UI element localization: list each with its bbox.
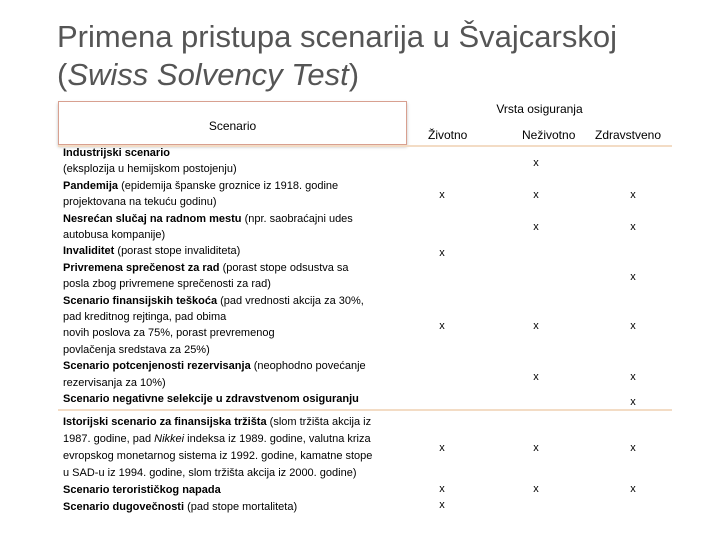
scenario-line <box>58 196 407 209</box>
checkmark-x: x <box>533 221 539 233</box>
scenario-line-text <box>58 327 407 340</box>
scenario-description: rezervisanja za 10%) <box>63 376 166 389</box>
slide-title <box>57 18 707 94</box>
checkmark-x: x <box>630 396 636 408</box>
scenario-line <box>58 229 407 242</box>
scenario-line <box>58 344 407 357</box>
header-col-health: Zdravstveno <box>595 128 662 142</box>
scenario-name: Scenario finansijskih teškoća <box>63 294 218 307</box>
scenario-line <box>58 163 407 176</box>
scenario-line <box>58 377 407 390</box>
header-col-life: Životno <box>428 128 468 142</box>
scenario-name: Invaliditet <box>63 245 115 258</box>
title-line1: Primena pristupa scenarija u Švajcarskoj <box>57 19 617 54</box>
scenario-name: Privremena sprečenost za rad <box>63 261 220 274</box>
scenario-line-text <box>58 245 407 258</box>
scenario-line-text <box>58 484 407 497</box>
scenario-line-text <box>58 393 407 406</box>
checkmark-x: x <box>439 442 445 454</box>
header-group-label: Vrsta osiguranja <box>496 102 583 116</box>
scenario-line <box>58 327 407 340</box>
scenario-description: autobusa kompanije) <box>63 229 166 241</box>
scenario-description: (neophodno povećanje <box>250 360 366 373</box>
scenario-name: Istorijski scenario za finansijska tržišta <box>63 416 267 428</box>
scenario-italic: Nikkei <box>154 432 185 445</box>
checkmark-x: x <box>630 189 636 201</box>
checkmark-x: x <box>630 320 636 332</box>
scenario-description: 1987. godine, pad <box>63 432 155 445</box>
scenario-description: (epidemija španske groznice iz 1918. godine <box>118 179 339 192</box>
scenario-description: (slom tržišta akcija iz <box>266 416 372 428</box>
scenario-line <box>58 433 407 446</box>
checkmark-x: x <box>533 371 539 383</box>
scenario-line-text <box>58 501 407 514</box>
scenario-line <box>58 295 407 308</box>
scenario-description: posla zbog privremene sprečenosti za rad) <box>63 278 271 291</box>
scenario-line-text <box>58 295 407 308</box>
scenario-description: indeksa iz 1989. godine, valutna kriza <box>184 432 371 445</box>
checkmark-x: x <box>533 320 539 332</box>
scenario-line <box>58 360 407 373</box>
scenario-line-text <box>58 163 407 176</box>
scenario-description: novih poslova za 75%, porast prevremenog <box>63 327 275 340</box>
header-scenario-label: Scenario <box>208 119 257 133</box>
scenario-line-text <box>58 229 407 242</box>
checkmark-x: x <box>439 189 445 201</box>
title-italic: Swiss Solvency Test <box>67 57 349 92</box>
scenario-description: (pad vrednosti akcija za 30%, <box>217 294 364 307</box>
scenario-line <box>58 278 407 291</box>
scenario-name: Scenario negativne selekcije u zdravstvenom osiguranju <box>63 393 359 405</box>
scenario-line <box>58 147 407 160</box>
checkmark-x: x <box>533 157 539 169</box>
checkmark-x: x <box>533 442 539 454</box>
scenario-description: povlačenja sredstava za 25%) <box>63 343 210 356</box>
scenario-line-text <box>58 196 407 209</box>
title-paren-close: ) <box>348 57 360 92</box>
scenario-description: u SAD-u iz 1994. godine, slom tržišta akcija iz 2000. godine) <box>63 466 357 479</box>
scenario-line-text <box>58 147 407 160</box>
scenario-line <box>58 501 407 514</box>
header-insurance-types <box>407 101 672 145</box>
scenario-line-text <box>58 450 407 463</box>
scenario-name: Scenario terorističkog napada <box>63 483 221 496</box>
scenario-description: pad kreditnog rejtinga, pad obima <box>63 311 227 323</box>
scenario-line <box>58 450 407 463</box>
checkmark-x: x <box>439 320 445 332</box>
checkmark-x: x <box>630 221 636 233</box>
scenario-line-text <box>58 467 407 480</box>
scenario-line <box>58 180 407 193</box>
checkmark-x: x <box>439 247 445 259</box>
scenario-line-text <box>58 344 407 357</box>
title-paren-open: ( <box>57 57 68 92</box>
scenario-name: Scenario dugovečnosti <box>63 500 185 513</box>
checkmark-x: x <box>533 483 539 495</box>
header-scenario-cell <box>58 101 407 145</box>
scenario-line-text <box>58 433 407 446</box>
scenario-line-text <box>58 311 407 324</box>
scenario-line-text <box>58 180 407 193</box>
scenario-line <box>58 416 407 429</box>
scenario-description: projektovana na tekuću godinu) <box>63 196 217 209</box>
checkmark-x: x <box>630 483 636 495</box>
scenario-line <box>58 262 407 275</box>
scenario-line <box>58 393 407 406</box>
scenario-line-text <box>58 262 407 275</box>
checkmark-x: x <box>630 371 636 383</box>
scenario-line-text <box>58 377 407 390</box>
scenario-line-text <box>58 360 407 373</box>
scenario-name: Nesrećan slučaj na radnom mestu <box>63 212 242 225</box>
section-separator <box>58 409 672 411</box>
checkmark-x: x <box>533 189 539 201</box>
scenario-description: (porast stope odsustva sa <box>219 261 349 274</box>
scenario-description: evropskog monetarnog sistema iz 1992. godine, kamatne stope <box>63 449 373 462</box>
checkmark-x: x <box>439 499 445 511</box>
scenario-line <box>58 311 407 324</box>
scenario-table <box>58 101 672 517</box>
scenario-description: (npr. saobraćajni udes <box>241 212 353 225</box>
scenario-line <box>58 213 407 226</box>
scenario-description: (pad stope mortaliteta) <box>184 500 298 513</box>
scenario-line <box>58 245 407 258</box>
checkmark-x: x <box>630 442 636 454</box>
scenario-line-text <box>58 416 407 429</box>
scenario-name: Industrijski scenario <box>63 147 170 159</box>
scenario-line <box>58 467 407 480</box>
checkmark-x: x <box>439 483 445 495</box>
scenario-name: Pandemija <box>63 179 119 192</box>
checkmark-x: x <box>630 271 636 283</box>
scenario-name: Scenario potcenjenosti rezervisanja <box>63 360 251 373</box>
title-line2 <box>57 56 707 94</box>
scenario-line-text <box>58 278 407 291</box>
header-col-nonlife: Neživotno <box>522 128 576 142</box>
scenario-line <box>58 484 407 497</box>
scenario-description: (porast stope invaliditeta) <box>114 245 241 258</box>
scenario-line-text <box>58 213 407 226</box>
scenario-description: (eksplozija u hemijskom postojenju) <box>63 163 237 176</box>
